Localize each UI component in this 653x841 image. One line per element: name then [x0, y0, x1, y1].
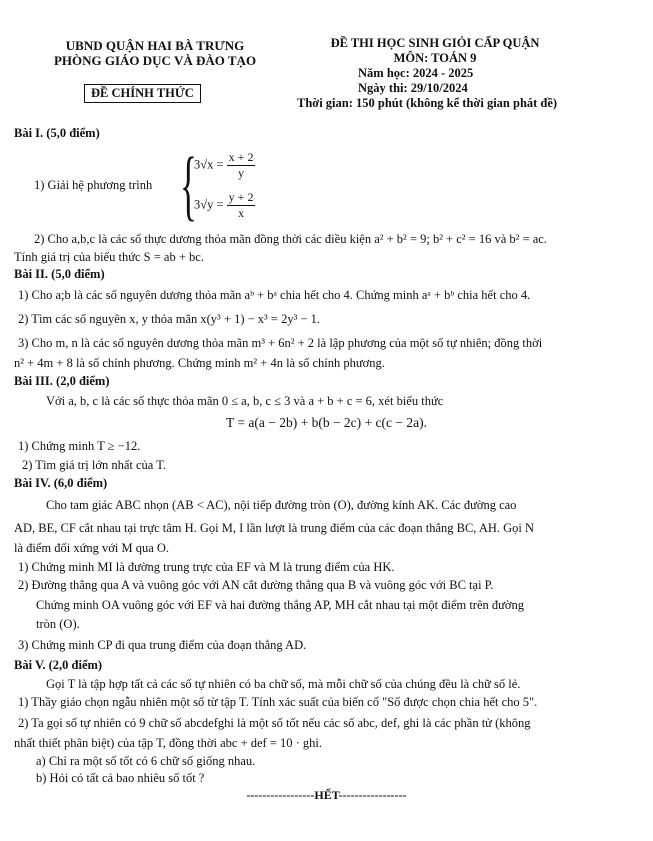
department-header: [30, 38, 280, 68]
question-3-2: 2) Tìm giá trị lớn nhất của T.: [22, 458, 167, 472]
question-4-2-line1: 2) Đường thẳng qua A và vuông góc với AN cắt đường thẳng qua B và vuông góc với BC tại P.: [18, 578, 494, 592]
question-2-3-line1: 3) Cho m, n là các số nguyên dương thỏa mãn m³ + 6n² + 2 là lập phương của một số tự nhiên; đồng thời: [18, 336, 543, 350]
question-5-2-line1: 2) Ta gọi số tự nhiên có 9 chữ số abcdefghi là một số tốt nếu các số abc, def, ghi là các phần tử (không: [18, 716, 531, 730]
school-year: Năm học: 2024 - 2025: [358, 66, 474, 80]
question-3-1: 1) Chứng minh T ≥ −12.: [18, 439, 141, 453]
section-4-intro-line2: AD, BE, CF cắt nhau tại trực tâm H. Gọi M, I lần lượt là trung điểm của các đoạn thẳng BC, AH. Gọi N: [14, 521, 535, 535]
question-1-2-line2: Tính giá trị của biểu thức S = ab + bc.: [14, 250, 204, 264]
question-2-2: 2) Tìm các số nguyên x, y thỏa mãn x(y³ + 1) − x³ = 2y³ − 1.: [18, 312, 321, 326]
section-title-2: Bài II. (5,0 điểm): [14, 267, 105, 281]
exam-date: Ngày thi: 29/10/2024: [358, 81, 468, 95]
section-title-5: Bài V. (2,0 điểm): [14, 658, 103, 672]
question-5-2a: a) Chỉ ra một số tốt có 6 chữ số giống nhau.: [36, 754, 256, 768]
question-5-1: 1) Thầy giáo chọn ngẫu nhiên một số từ tập T. Tính xác suất của biến cố "Số được chọn chia hết cho 5".: [18, 695, 538, 709]
question-2-1: 1) Cho a;b là các số nguyên dương thỏa mãn aᵇ + bᵃ chia hết cho 4. Chứng minh aᵃ + bᵇ chia hết cho 4.: [18, 288, 531, 302]
question-4-1: 1) Chứng minh MI là đường trung trực của EF và M là trung điểm của HK.: [18, 560, 395, 574]
equation-2-denominator: x: [238, 206, 245, 220]
equation-1-fraction: [227, 150, 256, 181]
equation-2-left: 3√y =: [194, 197, 224, 212]
exam-duration: Thời gian: 150 phút (không kể thời gian phát đề): [297, 96, 558, 110]
question-4-3: 3) Chứng minh CP đi qua trung điểm của đoạn thẳng AD.: [18, 638, 307, 652]
section-5-intro: Gọi T là tập hợp tất cả các số tự nhiên có ba chữ số, mà mỗi chữ số của chúng đều là chữ số lẻ.: [46, 677, 521, 691]
question-2-3-line2: n² + 4m + 8 là số chính phương. Chứng minh m² + 4n là số chính phương.: [14, 356, 385, 370]
section-title-1: Bài I. (5,0 điểm): [14, 126, 100, 140]
department-name: PHÒNG GIÁO DỤC VÀ ĐÀO TẠO: [53, 53, 257, 68]
question-4-2-line3: tròn (O).: [36, 617, 80, 631]
equation-1-numerator: x + 2: [228, 150, 254, 164]
system-brace: {: [180, 141, 197, 228]
section-3-intro: Với a, b, c là các số thực thỏa mãn 0 ≤ a, b, c ≤ 3 và a + b + c = 6, xét biểu thức: [46, 394, 444, 408]
system-equation-2: [194, 190, 255, 221]
equation-1-denominator: y: [238, 166, 245, 180]
official-label: ĐỀ CHÍNH THỨC: [84, 84, 201, 103]
district-name: UBND QUẬN HAI BÀ TRƯNG: [65, 38, 245, 53]
question-5-2b: b) Hỏi có tất cả bao nhiêu số tốt ?: [36, 771, 205, 785]
question-5-2-line2: nhất thiết phân biệt) của tập T, đồng thời abc + def = 10 · ghi.: [14, 736, 323, 750]
exam-title: ĐỀ THI HỌC SINH GIỎI CẤP QUẬN: [330, 36, 540, 50]
question-4-2-line2: Chứng minh OA vuông góc với EF và hai đường thẳng AP, MH cắt nhau tại một điểm trên đường: [36, 598, 525, 612]
equation-system: [180, 141, 270, 228]
section-title-4: Bài IV. (6,0 điểm): [14, 476, 108, 490]
end-mark: -----------------HẾT-----------------: [246, 788, 407, 802]
section-4-intro-line3: là điểm đối xứng với M qua O.: [14, 541, 170, 555]
section-4-intro-line1: Cho tam giác ABC nhọn (AB < AC), nội tiếp đường tròn (O), đường kính AK. Các đường cao: [46, 498, 517, 512]
question-1-2-line1: 2) Cho a,b,c là các số thực dương thỏa mãn đồng thời các điều kiện a² + b² = 9; b² + c² = 16 và b² = ac.: [34, 232, 547, 246]
section-title-3: Bài III. (2,0 điểm): [14, 374, 110, 388]
exam-subject: MÔN: TOÁN 9: [393, 51, 477, 65]
system-equation-1: [194, 150, 255, 181]
equation-1-left: 3√x =: [194, 157, 224, 172]
question-1-1-label: 1) Giải hệ phương trình: [34, 178, 153, 192]
equation-2-fraction: [227, 190, 256, 221]
equation-2-numerator: y + 2: [228, 190, 254, 204]
exam-info: [297, 36, 570, 111]
expression-T: T = a(a − 2b) + b(b − 2c) + c(c − 2a).: [226, 415, 427, 430]
